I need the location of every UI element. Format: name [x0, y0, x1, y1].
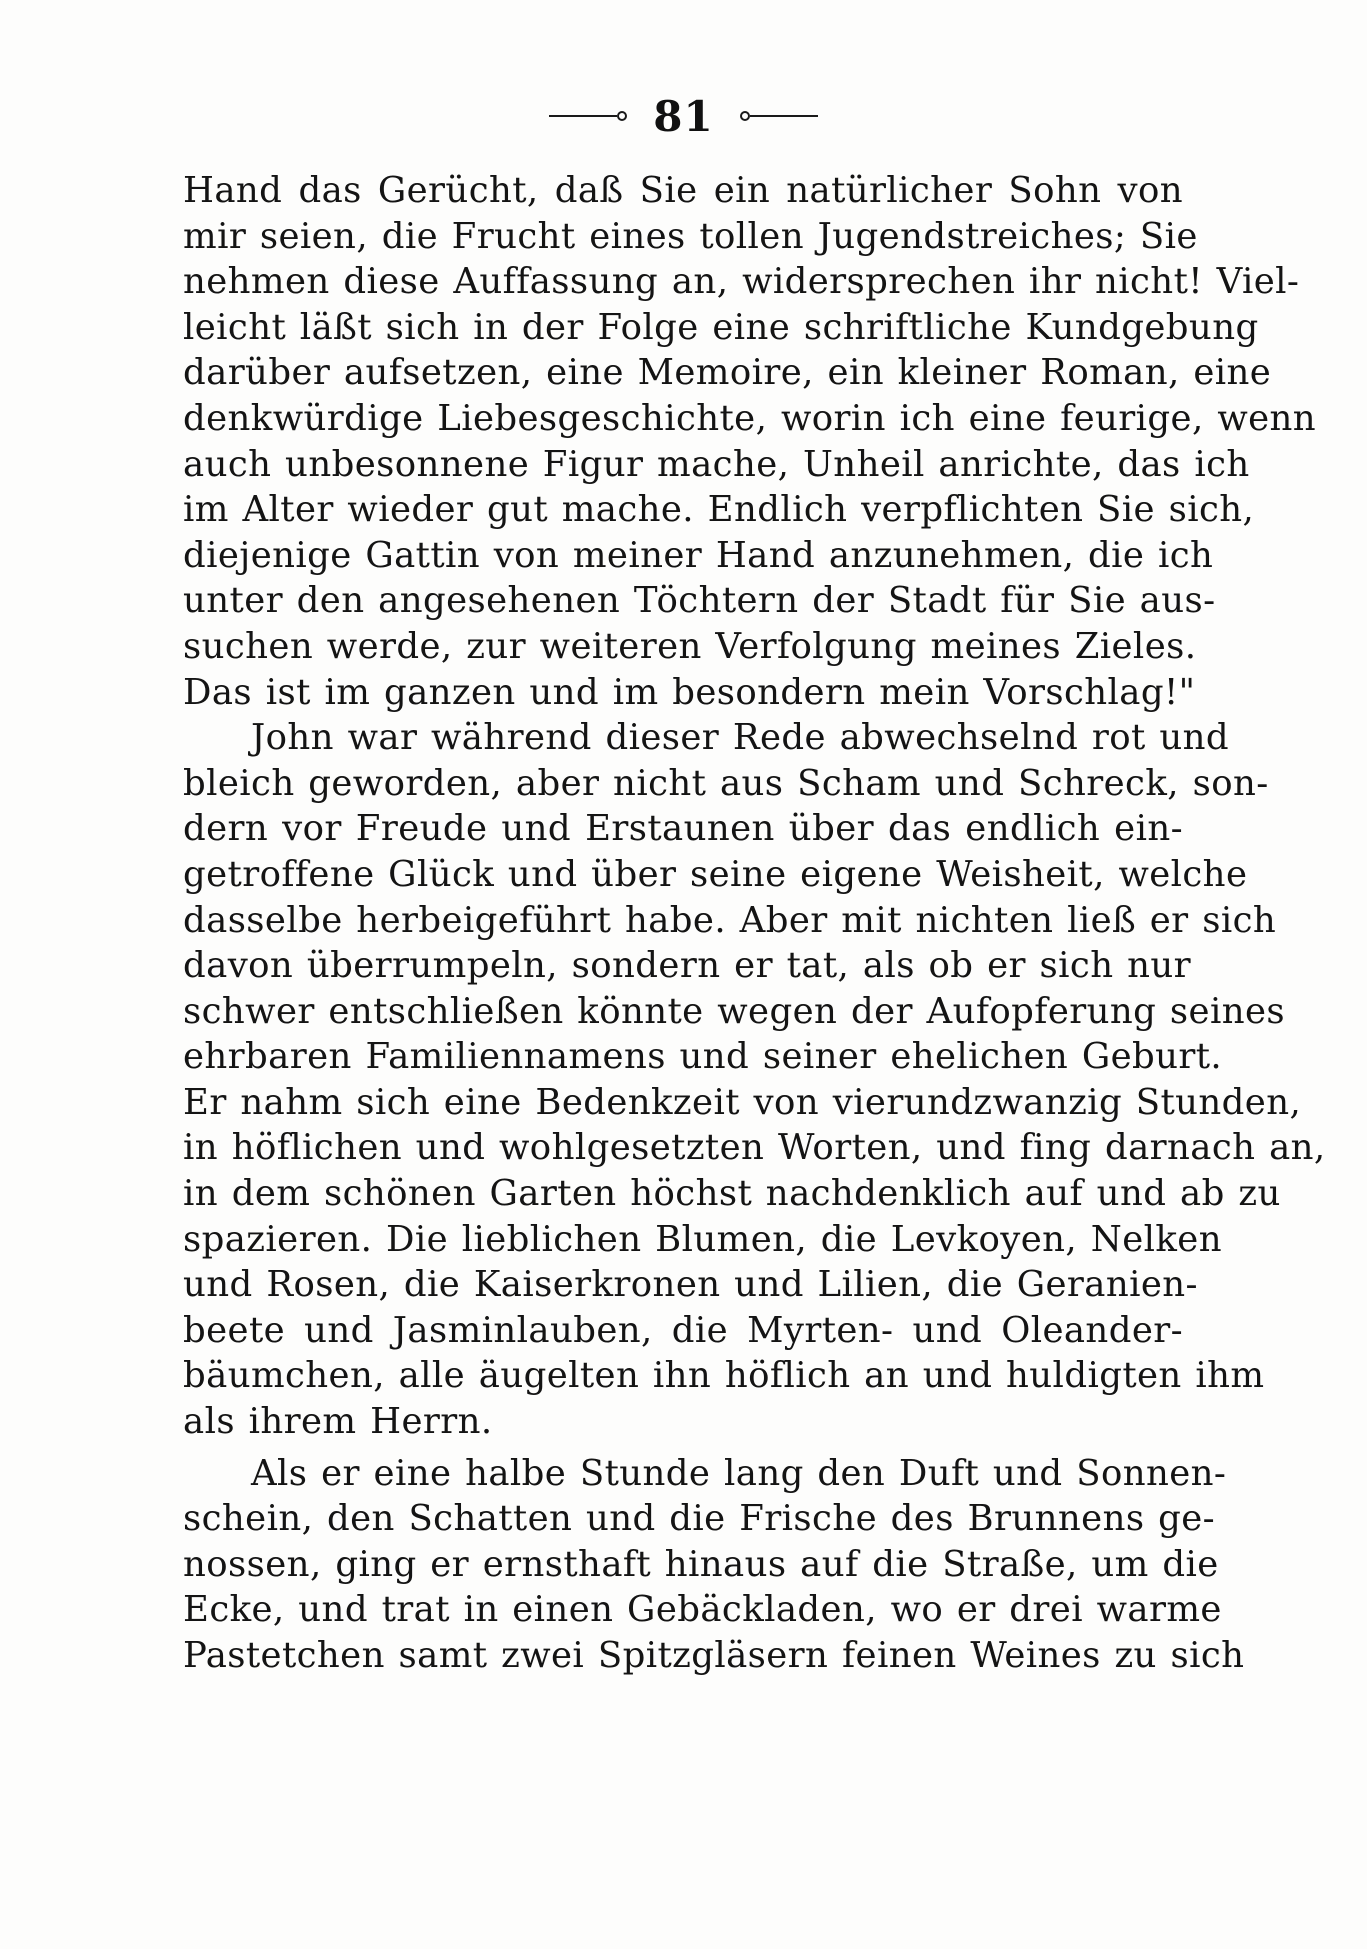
text-line: bäumchen, alle äugelten ihn höflich an und huldigten ihm [183, 1355, 1265, 1397]
page-number: 81 [653, 91, 714, 141]
text-line: beete und Jasminlauben, die Myrten- und Oleander- [183, 1309, 1183, 1351]
left-ornament-rule [549, 111, 627, 121]
paragraph-3 [183, 1451, 1245, 1679]
ornament-line [549, 115, 617, 117]
text-line: Er nahm sich eine Bedenkzeit von vierundzwanzig Stunden, [183, 1081, 1302, 1123]
text-line: unter den angesehenen Töchtern der Stadt für Sie aus- [183, 580, 1216, 622]
ornament-ring [740, 111, 750, 121]
text-line: ehrbaren Familiennamens und seiner ehelichen Geburt. [183, 1036, 1223, 1078]
text-line: nehmen diese Auffassung an, widersprechen ihr nicht! Viel- [183, 261, 1300, 303]
ornament-line [750, 115, 818, 117]
text-line: spazieren. Die lieblichen Blumen, die Levkoyen, Nelken [183, 1218, 1222, 1260]
text-line: getroffene Glück und über seine eigene Weisheit, welche [183, 853, 1248, 895]
text-line: Hand das Gerücht, daß Sie ein natürlicher Sohn von [183, 170, 1183, 211]
text-line: schwer entschließen könnte wegen der Aufopferung seines [183, 990, 1285, 1032]
text-line: Ecke, und trat in einen Gebäckladen, wo er drei warme [183, 1589, 1222, 1631]
body-text [183, 168, 1326, 1679]
text-line: im Alter wieder gut mache. Endlich verpflichten Sie sich, [183, 489, 1255, 531]
text-line: denkwürdige Liebesgeschichte, worin ich eine feurige, wenn [183, 397, 1317, 439]
text-line: Pastetchen samt zwei Spitzgläsern feinen Weines zu sich [183, 1635, 1245, 1676]
text-line: John war während dieser Rede abwechselnd rot und [251, 717, 1230, 759]
text-line: Als er eine halbe Stunde lang den Duft und Sonnen- [251, 1452, 1227, 1494]
text-line: in dem schönen Garten höchst nachdenklich auf und ab zu [183, 1173, 1281, 1215]
text-line: mir seien, die Frucht eines tollen Jugendstreiches; Sie [183, 215, 1198, 257]
ornament-ring [617, 111, 627, 121]
text-line: und Rosen, die Kaiserkronen und Lilien, die Geranien- [183, 1264, 1198, 1306]
text-line: als ihrem Herrn. [183, 1401, 493, 1443]
text-line: auch unbesonnene Figur mache, Unheil anrichte, das ich [183, 443, 1250, 485]
page-header [0, 86, 1367, 146]
text-line: Das ist im ganzen und im besondern mein Vorschlag!" [183, 671, 1196, 713]
text-line: darüber aufsetzen, eine Memoire, ein kleiner Roman, eine [183, 352, 1272, 394]
text-line: in höflichen und wohlgesetzten Worten, und fing darnach an, [183, 1127, 1326, 1169]
text-line: dasselbe herbeigeführt habe. Aber mit nichten ließ er sich [183, 899, 1277, 941]
text-line: bleich geworden, aber nicht aus Scham und Schreck, son- [183, 762, 1269, 804]
text-line: nossen, ging er ernsthaft hinaus auf die Straße, um die [183, 1543, 1219, 1585]
paragraph-1 [183, 168, 1317, 715]
text-line: davon überrumpeln, sondern er tat, als ob er sich nur [183, 945, 1192, 987]
text-line: suchen werde, zur weiteren Verfolgung meines Zieles. [183, 625, 1197, 667]
right-ornament-rule [740, 111, 818, 121]
text-line: schein, den Schatten und die Frische des Brunnens ge- [183, 1498, 1216, 1540]
text-line: diejenige Gattin von meiner Hand anzunehmen, die ich [183, 534, 1214, 576]
text-line: leicht läßt sich in der Folge eine schriftliche Kundgebung [183, 306, 1259, 348]
text-line: dern vor Freude und Erstaunen über das endlich ein- [183, 808, 1183, 850]
paragraph-2 [183, 715, 1326, 1445]
